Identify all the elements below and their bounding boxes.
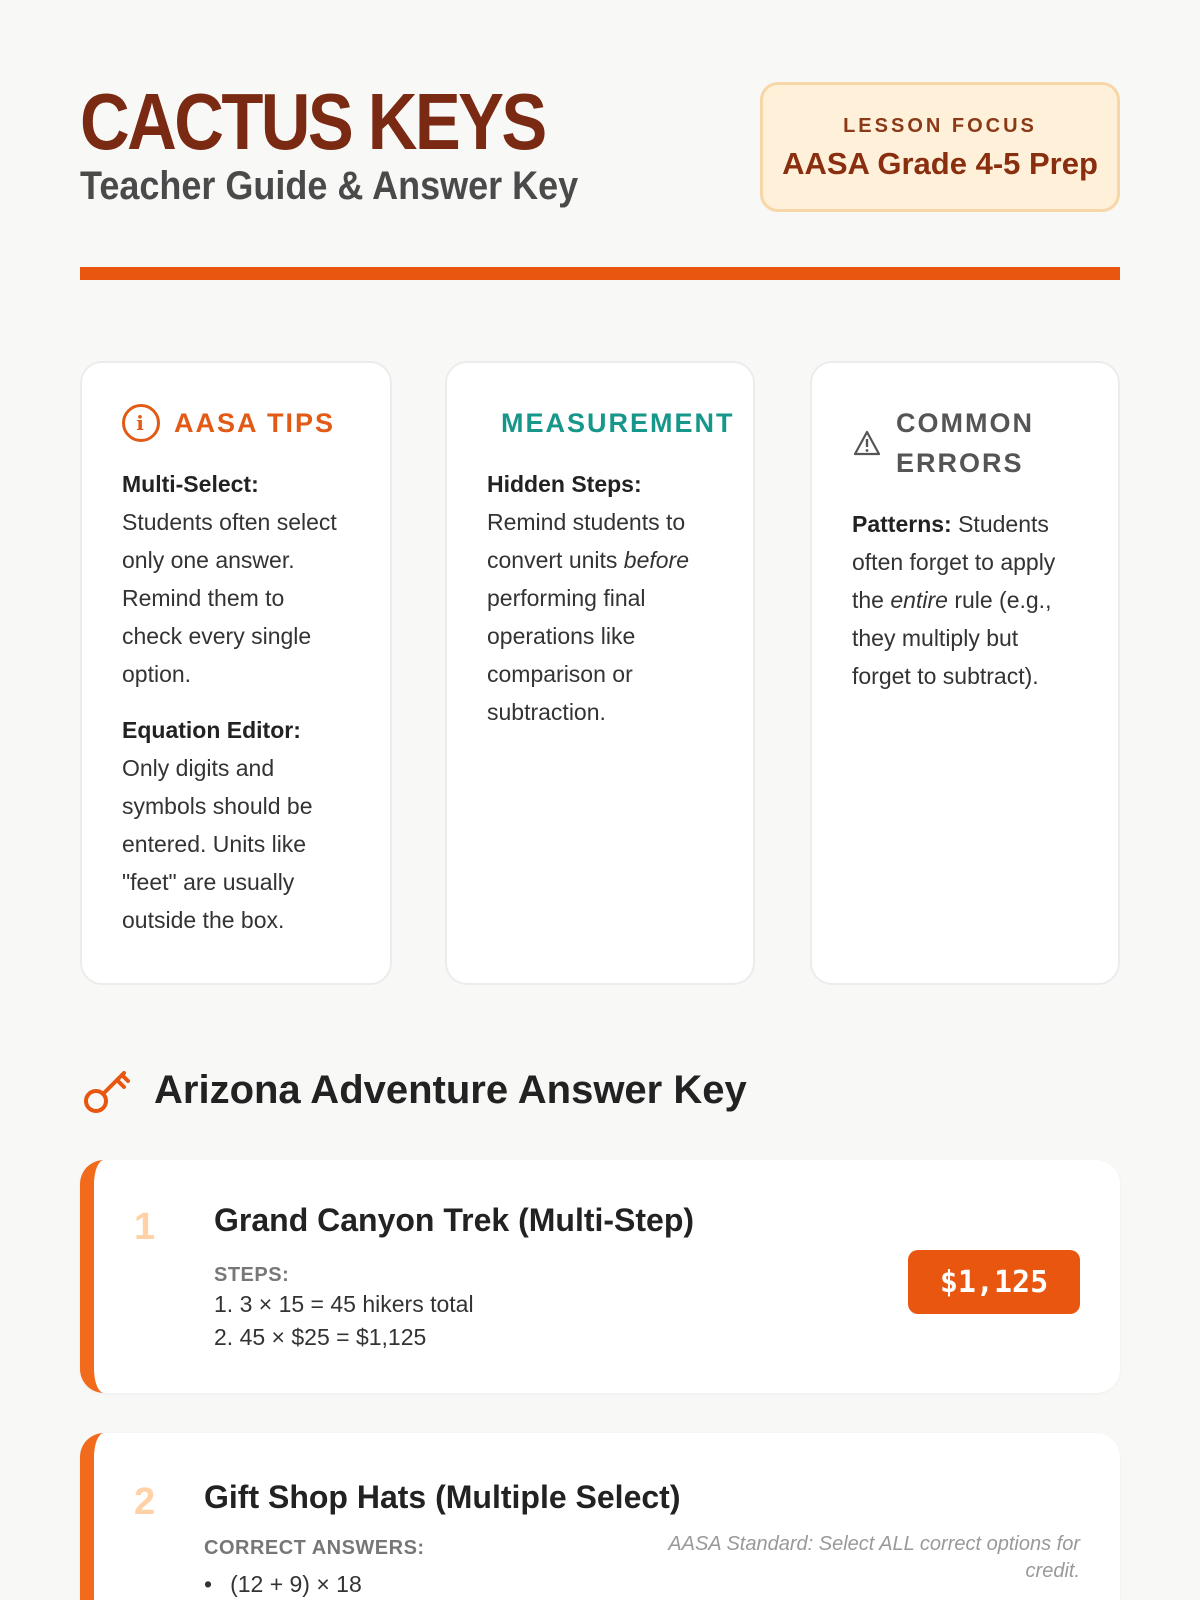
warning-icon bbox=[852, 428, 882, 458]
key-icon bbox=[80, 1065, 132, 1117]
card-heading bbox=[122, 403, 350, 443]
tip-equation-editor bbox=[122, 711, 350, 939]
card-heading-text: MEASUREMENT bbox=[501, 407, 735, 438]
tip-term: Equation Editor: bbox=[122, 717, 301, 743]
steps-list bbox=[214, 1288, 474, 1354]
list-item: • (12 + 9) × 18 bbox=[204, 1567, 362, 1600]
tip-emphasis: entire bbox=[890, 587, 948, 613]
tip-term: Multi-Select: bbox=[122, 471, 259, 497]
step-item: 2. 45 × $25 = $1,125 bbox=[214, 1324, 427, 1350]
tip-patterns bbox=[852, 505, 1078, 695]
correct-answers-label: CORRECT ANSWERS: bbox=[204, 1537, 425, 1559]
card-heading-text: COMMON ERRORS bbox=[896, 408, 1034, 478]
card-heading bbox=[852, 403, 1078, 483]
question-card-2 bbox=[80, 1433, 1120, 1600]
question-card-1 bbox=[80, 1160, 1120, 1393]
tip-text-before: Remind students to convert units bbox=[487, 509, 686, 573]
info-icon: i bbox=[122, 404, 160, 442]
brand-subtitle: Teacher Guide & Answer Key bbox=[80, 164, 579, 208]
answer-badge: $1,125 bbox=[908, 1250, 1080, 1314]
step-item: 1. 3 × 15 = 45 hikers total bbox=[214, 1291, 474, 1317]
card-heading bbox=[487, 403, 735, 443]
tip-text: Students often select only one answer. Remind them to check every single option. bbox=[122, 509, 337, 687]
standard-note: AASA Standard: Select ALL correct options for credit. bbox=[668, 1533, 1080, 1582]
tip-text-before: Students often forget to apply the bbox=[852, 511, 1056, 613]
lesson-focus-badge bbox=[760, 82, 1120, 212]
tip-text-after: performing final operations like comparison or subtraction. bbox=[487, 585, 646, 725]
question-number: 2 bbox=[134, 1481, 156, 1523]
tip-emphasis: before bbox=[623, 547, 690, 573]
question-title: Grand Canyon Trek (Multi-Step) bbox=[214, 1202, 695, 1238]
question-number: 1 bbox=[134, 1206, 156, 1248]
card-heading-text: AASA TIPS bbox=[174, 407, 336, 438]
lesson-focus-value: AASA Grade 4-5 Prep bbox=[782, 146, 1098, 181]
tip-term: Hidden Steps: bbox=[487, 471, 642, 497]
card-aasa-tips bbox=[80, 361, 392, 985]
steps-label: STEPS: bbox=[214, 1264, 290, 1286]
tip-hidden-steps bbox=[487, 465, 713, 731]
header-divider bbox=[80, 267, 1120, 280]
answer-key-title: Arizona Adventure Answer Key bbox=[154, 1068, 747, 1112]
tip-text: Only digits and symbols should be entered. Units like "feet" are usually outside the box. bbox=[122, 755, 313, 933]
brand-title: CACTUS KEYS bbox=[80, 77, 545, 166]
card-common-errors bbox=[810, 361, 1120, 985]
tip-multi-select bbox=[122, 465, 350, 693]
tip-text-after: rule (e.g., they multiply but forget to subtract). bbox=[852, 587, 1052, 689]
answers-list bbox=[204, 1567, 362, 1600]
card-measurement bbox=[445, 361, 755, 985]
question-title: Gift Shop Hats (Multiple Select) bbox=[204, 1479, 681, 1515]
lesson-focus-label: LESSON FOCUS bbox=[843, 115, 1037, 137]
tip-term: Patterns: bbox=[852, 511, 952, 537]
